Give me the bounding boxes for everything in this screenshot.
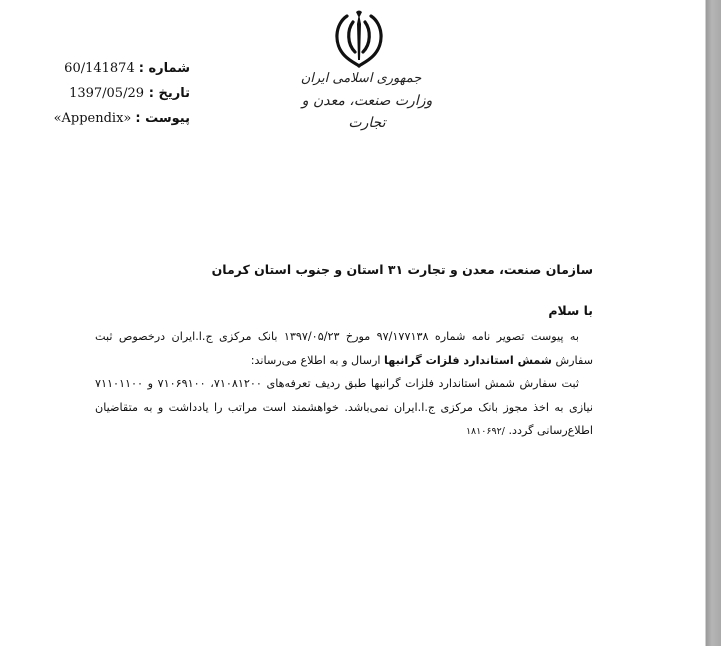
greeting: با سلام [548, 303, 593, 318]
attachment-row [40, 106, 190, 131]
letterhead-line2: وزارت صنعت، معدن و تجارت [301, 93, 433, 131]
number-value: 60/141874 [64, 61, 135, 76]
viewer-side-bar [706, 0, 721, 646]
number-label: شماره : [138, 61, 190, 76]
date-label: تاریخ : [148, 86, 190, 101]
letterhead [286, 68, 436, 134]
date-row [40, 81, 190, 106]
addressee: سازمان صنعت، معدن و تجارت ۳۱ استان و جنوب استان کرمان [211, 262, 593, 277]
paragraph-2-ref: /۱۸۱۰۶۹۲ [465, 426, 505, 437]
paragraph-1-bold: شمش استاندارد فلزات گرانبها [384, 353, 552, 367]
date-value: 1397/05/29 [69, 86, 144, 101]
paragraph-1-part2: ارسال و به اطلاع می‌رساند: [250, 353, 381, 367]
paragraph-2 [95, 372, 593, 444]
paragraph-1-part1: به پیوست تصویر نامه شماره ۹۷/۱۷۷۱۳۸ مورخ ۱۳۹۷/۰۵/۲۳ بانک مرکزی ج.ا.ایران درخصوص ثبت سفارش [95, 330, 593, 367]
paragraph-1 [95, 325, 593, 372]
attachment-value: «Appendix» [53, 111, 132, 126]
iran-emblem-icon [327, 10, 391, 68]
letter-body [95, 325, 593, 444]
number-row [40, 56, 190, 81]
attachment-label: پیوست : [135, 111, 190, 126]
paragraph-2-text: ثبت سفارش شمش استاندارد فلزات گرانبها طبق ردیف تعرفه‌های ۷۱۰۸۱۲۰۰، ۷۱۰۶۹۱۰۰ و ۷۱۱۰۱۱۰۰ نیازی به اخذ مجوز بانک مرکزی ج.ا.ایران نمی‌باشد. خواهشمند است مراتب را یادداشت و به متقاضیان اطلاع‌رسانی گردد. [95, 377, 593, 437]
letterhead-line1: جمهوری اسلامی ایران [300, 71, 422, 86]
letter-meta [40, 56, 190, 131]
